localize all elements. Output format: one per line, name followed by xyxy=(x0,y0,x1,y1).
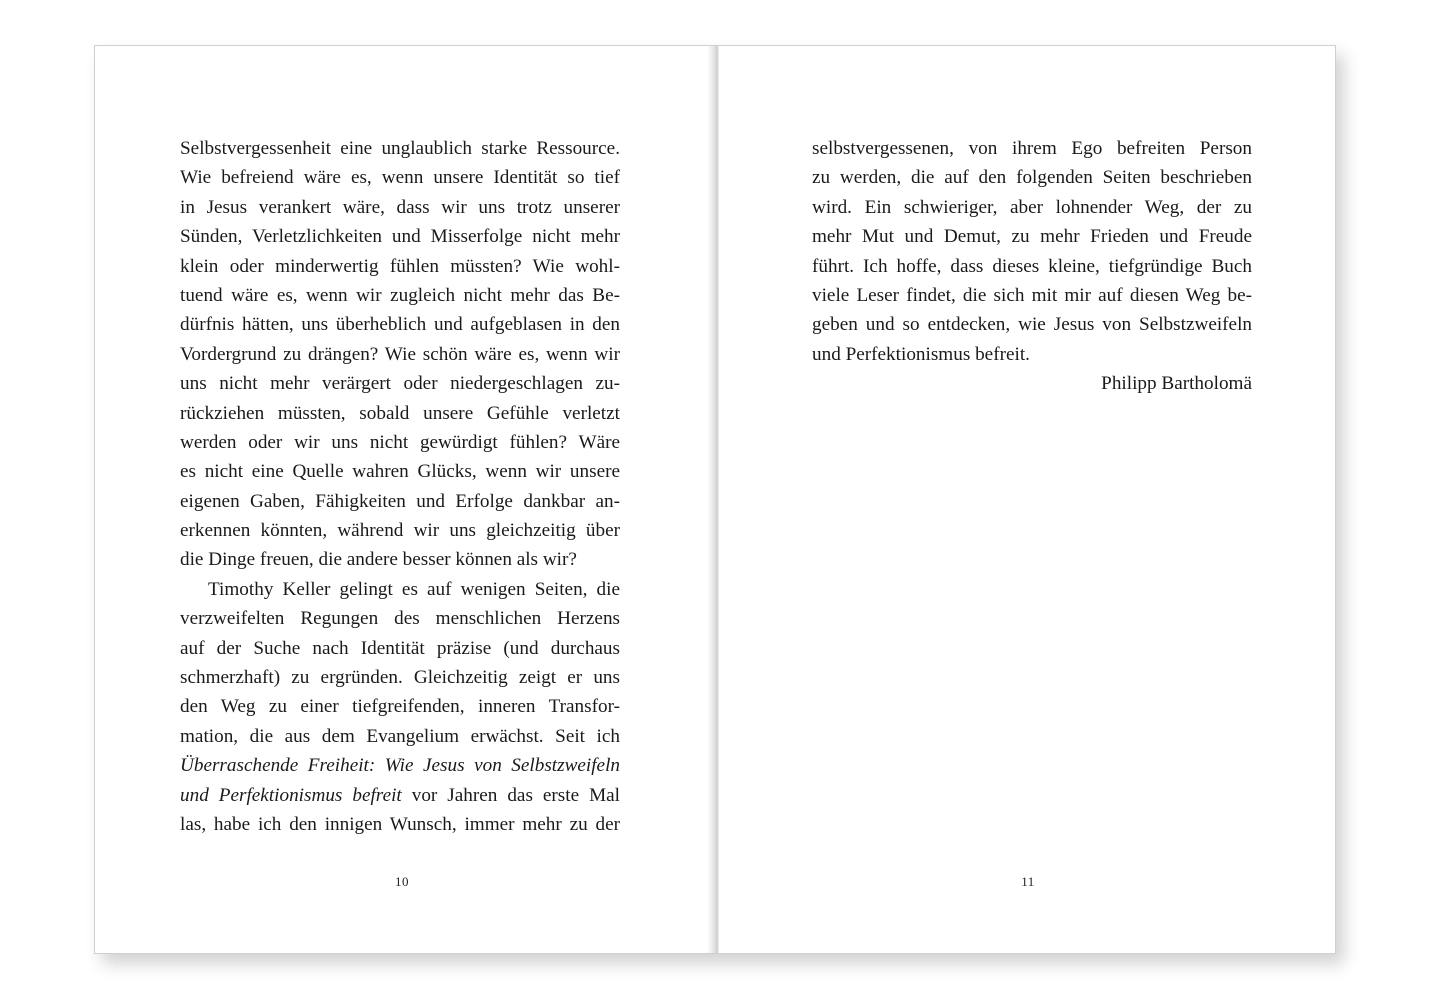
book-spread xyxy=(94,45,1336,954)
text-line xyxy=(180,781,620,810)
book-title-italic: Überraschende Freiheit: Wie Jesus von Selbstzweifeln xyxy=(180,755,620,777)
left-page xyxy=(95,46,715,953)
text-line: las, habe ich den innigen Wunsch, immer mehr zu der xyxy=(180,813,620,835)
text-line: führt. Ich hoffe, dass dieses kleine, tiefgründige Buch xyxy=(812,255,1252,277)
text-line: Wie befreiend wäre es, wenn unsere Identität so tief xyxy=(180,167,620,189)
text-line: es nicht eine Quelle wahren Glücks, wenn wir unsere xyxy=(180,461,620,483)
text-line: selbstvergessenen, von ihrem Ego befreiten Person xyxy=(812,138,1252,159)
text-line: Sünden, Verletzlichkeiten und Misserfolge nicht mehr xyxy=(180,226,620,248)
text-line: erkennen könnten, während wir uns gleichzeitig über xyxy=(180,520,620,542)
text-line: Timothy Keller gelingt es auf wenigen Seiten, die xyxy=(208,578,620,600)
text-fragment: vor Jahren das erste Mal xyxy=(401,784,620,806)
text-line: mation, die aus dem Evangelium erwächst. Seit ich xyxy=(180,725,620,747)
right-page-text xyxy=(812,134,1252,399)
text-line: zu werden, die auf den folgenden Seiten beschrieben xyxy=(812,167,1252,189)
text-line: tuend wäre es, wenn wir zugleich nicht mehr das Be- xyxy=(180,284,620,306)
text-line: Selbstvergessenheit eine unglaublich starke Ressource. xyxy=(180,138,620,159)
text-line: klein oder minderwertig fühlen müssten? Wie wohl- xyxy=(180,255,620,277)
author-signature: Philipp Bartholomä xyxy=(1101,373,1252,395)
text-line: schmerzhaft) zu ergründen. Gleichzeitig zeigt er uns xyxy=(180,667,620,689)
text-line: den Weg zu einer tiefgreifenden, inneren Transfor- xyxy=(180,696,620,718)
text-line: rückziehen müssten, sobald unsere Gefühle verletzt xyxy=(180,402,620,424)
text-line: mehr Mut und Demut, zu mehr Frieden und Freude xyxy=(812,226,1252,248)
text-line: die Dinge freuen, die andere besser können als wir? xyxy=(180,549,577,571)
text-line: geben und so entdecken, wie Jesus von Selbstzweifeln xyxy=(812,314,1252,336)
left-page-text xyxy=(180,134,620,839)
text-line: eigenen Gaben, Fähigkeiten und Erfolge dankbar an- xyxy=(180,490,620,512)
page-number: 11 xyxy=(1021,874,1035,889)
text-line: verzweifelten Regungen des menschlichen Herzens xyxy=(180,608,620,630)
text-line: wird. Ein schwieriger, aber lohnender Weg, der zu xyxy=(812,196,1252,218)
text-line: uns nicht mehr verärgert oder niedergeschlagen zu- xyxy=(180,373,620,395)
text-line: und Perfektionismus befreit. xyxy=(812,343,1030,365)
text-line: in Jesus verankert wäre, dass wir uns trotz unserer xyxy=(180,196,620,218)
text-line: werden oder wir uns nicht gewürdigt fühlen? Wäre xyxy=(180,431,620,453)
text-line: dürfnis hätten, uns überheblich und aufgeblasen in den xyxy=(180,314,620,336)
page-number: 10 xyxy=(395,874,409,889)
text-line: Vordergrund zu drängen? Wie schön wäre es, wenn wir xyxy=(180,343,620,365)
text-line: viele Leser findet, die sich mit mir auf diesen Weg be- xyxy=(812,284,1252,306)
book-title-italic: und Perfektionismus befreit xyxy=(180,784,402,806)
text-line: auf der Suche nach Identität präzise (und durchaus xyxy=(180,637,620,659)
right-page xyxy=(715,46,1335,953)
